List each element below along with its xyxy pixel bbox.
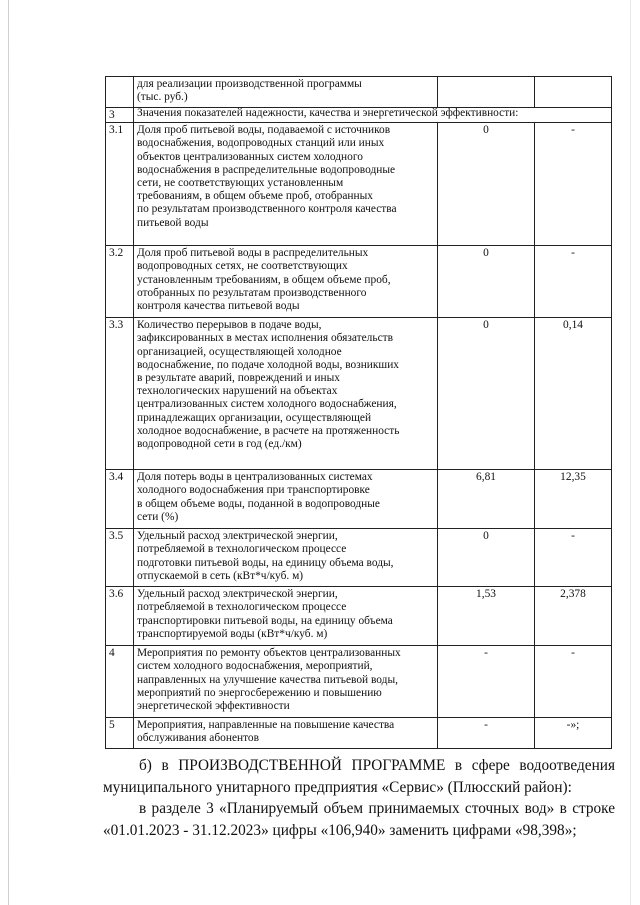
row-number: 3.1 [106, 123, 134, 246]
value-cell: - [438, 718, 535, 749]
row-number: 3.2 [106, 246, 134, 318]
table-row [106, 246, 612, 318]
indicators-table [105, 76, 612, 749]
row-description: Доля проб питьевой воды, подаваемой с источников водоснабжения, водопроводных станций или иных объектов централизованных систем холодного водоснабжения в распределительные водопроводные сети, не соответствующих установленным требованиям, в общем объеме проб, отобранных по результатам производственного контроля качества питьевой воды [134, 123, 438, 246]
row-description: Значения показателей надежности, качества и энергетической эффективности: [134, 108, 612, 123]
row-description: Мероприятия, направленные на повышение качества обслуживания абонентов [134, 718, 438, 749]
value-cell: - [535, 529, 612, 587]
table-row [106, 108, 612, 123]
amendment-paragraph-b: б) в ПРОИЗВОДСТВЕННОЙ ПРОГРАММЕ в сфере водоотведения муниципального унитарного предприятия «Сервис» (Плюсский район): [103, 757, 615, 796]
value-cell: 0 [438, 123, 535, 246]
value-cell: 1,53 [438, 587, 535, 646]
row-description: Удельный расход электрической энергии, потребляемой в технологическом процессе транспортировки питьевой воды, на единицу объема транспортируемой воды (кВт*ч/куб. м) [134, 587, 438, 646]
value-cell: 0 [438, 246, 535, 318]
row-description: Удельный расход электрической энергии, потребляемой в технологическом процессе подготовки питьевой воды, на единицу объема воды, отпускаемой в сеть (кВт*ч/куб. м) [134, 529, 438, 587]
scan-page-edge [8, 0, 9, 905]
value-cell: 0 [438, 529, 535, 587]
indicators-table-body [106, 77, 612, 749]
table-row [106, 587, 612, 646]
row-number: 5 [106, 718, 134, 749]
row-description: для реализации производственной программы (тыс. руб.) [134, 77, 438, 108]
row-number: 4 [106, 646, 134, 718]
table-row [106, 529, 612, 587]
value-cell: - [535, 246, 612, 318]
row-description: Количество перерывов в подаче воды, зафиксированных в местах исполнения обязательств организацией, осуществляющей холодное водоснабжение, по подаче холодной воды, возникших в результате аварий, повреждений и иных технологических нарушений на объектах централизованных систем холодного водоснабжения, принадлежащих организации, осуществляющей холодное водоснабжение, в расчете на протяженность водопроводной сети в год (ед./км) [134, 318, 438, 470]
value-cell: -»; [535, 718, 612, 749]
row-number: 3.5 [106, 529, 134, 587]
table-row [106, 718, 612, 749]
table-row [106, 77, 612, 108]
row-number: 3 [106, 108, 134, 123]
value-cell: 12,35 [535, 470, 612, 529]
row-number [106, 77, 134, 108]
table-row [106, 470, 612, 529]
value-cell: 0 [438, 318, 535, 470]
row-description: Доля потерь воды в централизованных системах холодного водоснабжения при транспортировке в общем объеме воды, поданной в водопроводные сети (%) [134, 470, 438, 529]
value-cell: 0,14 [535, 318, 612, 470]
value-cell: 6,81 [438, 470, 535, 529]
value-cell: - [535, 123, 612, 246]
value-cell [535, 77, 612, 108]
table-row [106, 646, 612, 718]
row-number: 3.6 [106, 587, 134, 646]
row-description: Мероприятия по ремонту объектов централизованных систем холодного водоснабжения, мероприятий, направленных на улучшение качества питьевой воды, мероприятий по энергосбережению и повышению энергетической эффективности [134, 646, 438, 718]
scan-page-edge [630, 0, 631, 905]
row-description: Доля проб питьевой воды в распределительных водопроводных сетях, не соответствующих установленным требованиям, в общем объеме проб, отобранных по результатам производственного контроля качества питьевой воды [134, 246, 438, 318]
value-cell: 2,378 [535, 587, 612, 646]
value-cell: - [535, 646, 612, 718]
table-row [106, 123, 612, 246]
table-row [106, 318, 612, 470]
amendment-paragraph-section3: в разделе 3 «Планируемый объем принимаемых сточных вод» в строке «01.01.2023 - 31.12.2023» цифры «106,940» заменить цифрами «98,398»; [103, 800, 615, 839]
value-cell: - [438, 646, 535, 718]
row-number: 3.4 [106, 470, 134, 529]
row-number: 3.3 [106, 318, 134, 470]
value-cell [438, 77, 535, 108]
